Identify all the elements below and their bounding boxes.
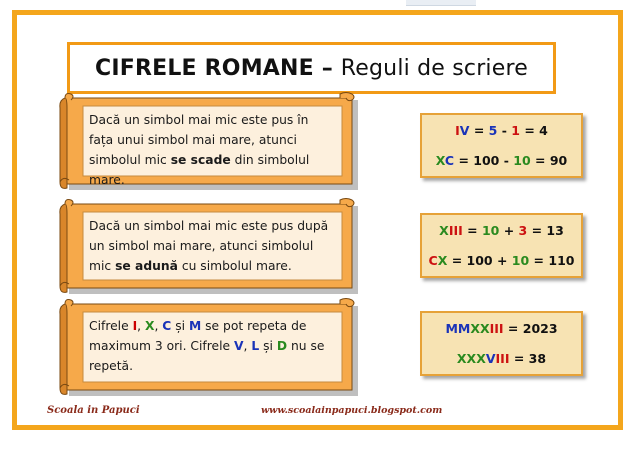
rule-scroll-addition bbox=[57, 198, 362, 296]
example-equation bbox=[439, 216, 564, 246]
rule-text-segment: cu simbolul mare. bbox=[177, 259, 292, 273]
equation-part: = 4 bbox=[519, 122, 548, 138]
rule-text-segment: D bbox=[276, 339, 288, 353]
title-separator: – bbox=[313, 55, 341, 81]
example-equation bbox=[455, 116, 548, 146]
equation-part: = 38 bbox=[509, 350, 547, 366]
rule-text-segment: și bbox=[171, 319, 189, 333]
rule-text-segment: , bbox=[154, 319, 163, 333]
equation-part: 10 bbox=[481, 222, 500, 238]
equation-part: 3 bbox=[518, 222, 528, 238]
equation-part: = 90 bbox=[530, 152, 568, 168]
equation-part: XXX bbox=[456, 350, 486, 366]
equation-part: = 100 - bbox=[454, 152, 514, 168]
equation-part: III bbox=[489, 320, 504, 336]
equation-part: - bbox=[497, 122, 512, 138]
example-box-repetition bbox=[420, 311, 583, 376]
rule-text-segment: I bbox=[132, 319, 138, 333]
rule-text-segment: V bbox=[234, 339, 244, 353]
rule-text bbox=[89, 316, 336, 376]
equation-part: 1 bbox=[511, 122, 520, 138]
equation-part: = bbox=[469, 122, 489, 138]
title-subtitle: Reguli de scriere bbox=[340, 55, 528, 81]
rule-text-segment: Cifrele bbox=[89, 319, 133, 333]
equation-part: 10 bbox=[511, 252, 530, 268]
example-equation bbox=[429, 246, 575, 276]
example-equation bbox=[436, 146, 568, 176]
equation-part: MM bbox=[445, 320, 471, 336]
rule-text-segment: X bbox=[144, 319, 155, 333]
rule-text-segment: Dacă un simbol mai mic este pus în fața unui simbol mai mare, atunci simbolul mic bbox=[89, 113, 309, 167]
equation-part: = 13 bbox=[527, 222, 564, 238]
rule-text-segment: se adună bbox=[115, 259, 178, 273]
example-box-subtraction bbox=[420, 113, 583, 178]
equation-part: = 2023 bbox=[503, 320, 558, 336]
equation-part: XX bbox=[470, 320, 490, 336]
example-box-addition bbox=[420, 213, 583, 278]
example-equation bbox=[445, 314, 557, 344]
rule-scroll-repetition bbox=[57, 298, 362, 398]
rule-scroll-subtraction bbox=[57, 92, 362, 192]
rule-text-segment: L bbox=[251, 339, 260, 353]
rule-text-segment: M bbox=[188, 319, 202, 333]
equation-part: V bbox=[485, 350, 496, 366]
equation-part: X bbox=[435, 152, 445, 168]
equation-part: C bbox=[444, 152, 455, 168]
page-title bbox=[67, 42, 556, 94]
footer-website-link[interactable]: www.scoalainpapuci.blogspot.com bbox=[261, 405, 443, 416]
equation-part: X bbox=[439, 222, 449, 238]
equation-part: = 100 + bbox=[447, 252, 512, 268]
equation-part: C bbox=[428, 252, 438, 268]
rule-text-segment: , bbox=[243, 339, 252, 353]
rule-text-segment: se pot repeta de maximum 3 ori. Cifrele bbox=[89, 319, 307, 353]
rule-text-segment: din simbolul mare. bbox=[89, 153, 310, 187]
rule-text-segment: Dacă un simbol mai mic este pus după un simbol mai mare, atunci simbolul mic bbox=[89, 219, 329, 273]
equation-part: 5 bbox=[488, 122, 498, 138]
rule-text bbox=[89, 110, 336, 190]
equation-part: + bbox=[499, 222, 519, 238]
equation-part: III bbox=[448, 222, 463, 238]
example-equation bbox=[457, 344, 546, 374]
rule-text bbox=[89, 216, 336, 276]
equation-part: I bbox=[455, 122, 460, 138]
rule-text-segment: nu se repetă. bbox=[89, 339, 325, 373]
equation-part: III bbox=[495, 350, 510, 366]
top-edge-mark bbox=[406, 0, 476, 6]
footer-brand: Scoala in Papuci bbox=[47, 405, 140, 416]
rule-text-segment: C bbox=[162, 319, 172, 333]
equation-part: X bbox=[437, 252, 448, 268]
rule-text-segment: și bbox=[259, 339, 277, 353]
equation-part: = bbox=[462, 222, 482, 238]
title-main: CIFRELE ROMANE bbox=[95, 55, 314, 81]
equation-part: = 110 bbox=[529, 252, 575, 268]
rule-text-segment: se scade bbox=[170, 153, 231, 167]
equation-part: V bbox=[459, 122, 470, 138]
equation-part: 10 bbox=[513, 152, 531, 168]
rule-text-segment: , bbox=[137, 319, 145, 333]
